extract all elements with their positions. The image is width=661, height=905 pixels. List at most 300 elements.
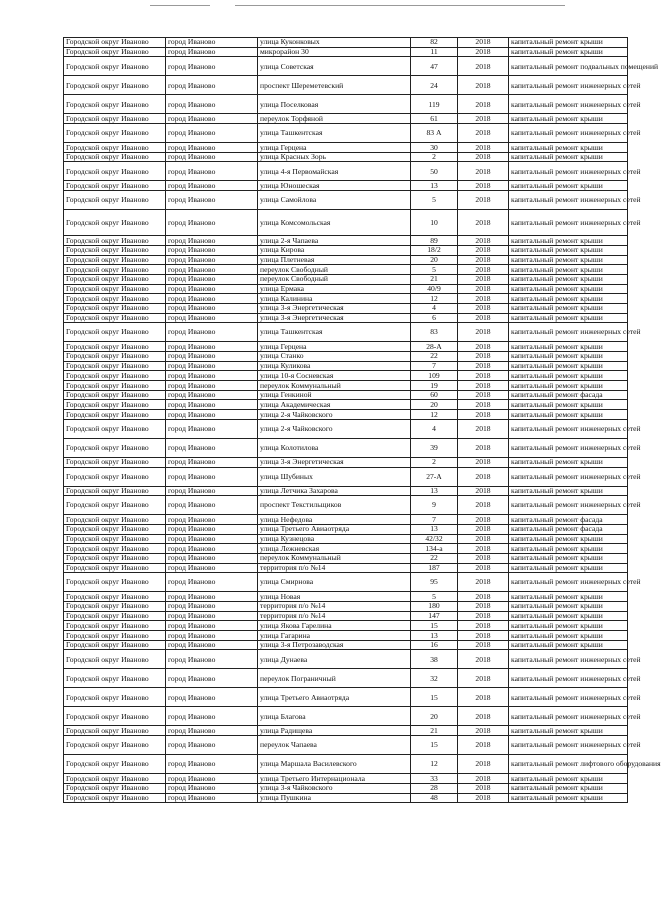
table-row [64,210,628,236]
table-row [64,181,628,191]
city-cell: город Иваново [166,245,258,255]
table-row [64,486,628,496]
city-cell: город Иваново [166,515,258,525]
work-type-cell: капитальный ремонт крыши [509,726,628,736]
district-cell: Городской округ Иваново [64,592,166,602]
district-cell: Городской округ Иваново [64,621,166,631]
district-cell: Городской округ Иваново [64,162,166,181]
district-cell: Городской округ Иваново [64,688,166,707]
house-number-cell: 28 [411,783,458,793]
house-number-cell: 5 [411,191,458,210]
city-cell: город Иваново [166,294,258,304]
house-number-cell: 12 [411,410,458,420]
table-row [64,563,628,573]
work-type-cell: капитальный ремонт инженерных сетей [509,467,628,486]
district-cell: Городской округ Иваново [64,573,166,592]
work-type-cell: капитальный ремонт инженерных сетей [509,210,628,236]
house-number-cell: 21 [411,726,458,736]
table-row [64,390,628,400]
year-cell: 2018 [458,76,509,95]
table-row [64,524,628,534]
street-cell: переулок Пограничный [258,669,411,688]
district-cell: Городской округ Иваново [64,342,166,352]
district-cell: Городской округ Иваново [64,553,166,563]
street-cell: улица Радищева [258,726,411,736]
city-cell: город Иваново [166,323,258,342]
district-cell: Городской округ Иваново [64,181,166,191]
district-cell: Городской округ Иваново [64,438,166,457]
year-cell: 2018 [458,438,509,457]
street-cell: улица Красных Зорь [258,152,411,162]
city-cell: город Иваново [166,114,258,124]
district-cell: Городской округ Иваново [64,381,166,391]
work-type-cell: капитальный ремонт крыши [509,534,628,544]
work-type-cell: капитальный ремонт крыши [509,265,628,275]
street-cell: улица Ташкентская [258,323,411,342]
city-cell: город Иваново [166,236,258,246]
year-cell: 2018 [458,640,509,650]
house-number-cell: 28-А [411,342,458,352]
work-type-cell: капитальный ремонт крыши [509,602,628,612]
year-cell: 2018 [458,736,509,755]
house-number-cell: 12 [411,755,458,774]
house-number-cell: 42/32 [411,534,458,544]
district-cell: Городской округ Иваново [64,631,166,641]
work-type-cell: капитальный ремонт фасада [509,390,628,400]
house-number-cell: 30 [411,143,458,153]
house-number-cell: 15 [411,621,458,631]
city-cell: город Иваново [166,419,258,438]
table-row [64,352,628,362]
district-cell: Городской округ Иваново [64,210,166,236]
year-cell: 2018 [458,631,509,641]
house-number-cell: 89 [411,236,458,246]
table-row [64,419,628,438]
year-cell: 2018 [458,47,509,57]
city-cell: город Иваново [166,274,258,284]
district-cell: Городской округ Иваново [64,707,166,726]
city-cell: город Иваново [166,181,258,191]
street-cell: улица Лежневская [258,544,411,554]
house-number-cell: 4 [411,419,458,438]
work-type-cell: капитальный ремонт крыши [509,621,628,631]
work-type-cell: капитальный ремонт крыши [509,783,628,793]
street-cell: переулок Коммунальный [258,381,411,391]
district-cell: Городской округ Иваново [64,650,166,669]
city-cell: город Иваново [166,640,258,650]
district-cell: Городской округ Иваново [64,361,166,371]
year-cell: 2018 [458,524,509,534]
city-cell: город Иваново [166,210,258,236]
work-type-cell: капитальный ремонт крыши [509,381,628,391]
work-type-cell: капитальный ремонт крыши [509,313,628,323]
street-cell: улица Благова [258,707,411,726]
district-cell: Городской округ Иваново [64,400,166,410]
work-type-cell: капитальный ремонт крыши [509,486,628,496]
city-cell: город Иваново [166,774,258,784]
city-cell: город Иваново [166,313,258,323]
work-type-cell: капитальный ремонт крыши [509,255,628,265]
year-cell: 2018 [458,544,509,554]
year-cell: 2018 [458,162,509,181]
work-type-cell: капитальный ремонт крыши [509,181,628,191]
year-cell: 2018 [458,303,509,313]
scan-top-edge-mark [235,5,565,6]
district-cell: Городской округ Иваново [64,47,166,57]
year-cell: 2018 [458,124,509,143]
street-cell: улица Герцена [258,342,411,352]
district-cell: Городской округ Иваново [64,457,166,467]
table-row [64,361,628,371]
district-cell: Городской округ Иваново [64,410,166,420]
street-cell: улица Гагарина [258,631,411,641]
district-cell: Городской округ Иваново [64,726,166,736]
city-cell: город Иваново [166,284,258,294]
table-row [64,313,628,323]
street-cell: улица Новая [258,592,411,602]
table-row [64,124,628,143]
work-type-cell: капитальный ремонт крыши [509,793,628,803]
city-cell: город Иваново [166,611,258,621]
table-row [64,274,628,284]
table-row [64,114,628,124]
district-cell: Городской округ Иваново [64,274,166,284]
work-type-cell: капитальный ремонт инженерных сетей [509,650,628,669]
street-cell: проспект Текстильщиков [258,496,411,515]
work-type-cell: капитальный ремонт инженерных сетей [509,191,628,210]
year-cell: 2018 [458,143,509,153]
work-type-cell: капитальный ремонт инженерных сетей [509,669,628,688]
house-number-cell: 24 [411,76,458,95]
district-cell: Городской округ Иваново [64,669,166,688]
house-number-cell: 9 [411,496,458,515]
table-row [64,371,628,381]
work-type-cell: капитальный ремонт крыши [509,38,628,48]
city-cell: город Иваново [166,162,258,181]
work-type-cell: капитальный ремонт крыши [509,410,628,420]
district-cell: Городской округ Иваново [64,563,166,573]
year-cell: 2018 [458,611,509,621]
house-number-cell: 40/9 [411,284,458,294]
year-cell: 2018 [458,534,509,544]
table-row [64,669,628,688]
work-type-cell: капитальный ремонт крыши [509,640,628,650]
table-row [64,245,628,255]
house-number-cell: 22 [411,352,458,362]
district-cell: Городской округ Иваново [64,313,166,323]
table-row [64,95,628,114]
year-cell: 2018 [458,573,509,592]
street-cell: улица 2-я Чайковского [258,419,411,438]
street-cell: переулок Коммунальный [258,553,411,563]
year-cell: 2018 [458,255,509,265]
table-body [64,37,661,803]
year-cell: 2018 [458,592,509,602]
house-number-cell: 21 [411,274,458,284]
district-cell: Городской округ Иваново [64,496,166,515]
table-row [64,438,628,457]
table-row [64,47,628,57]
house-number-cell: 16 [411,640,458,650]
year-cell: 2018 [458,95,509,114]
year-cell: 2018 [458,313,509,323]
district-cell: Городской округ Иваново [64,143,166,153]
work-type-cell: капитальный ремонт крыши [509,553,628,563]
work-type-cell: капитальный ремонт инженерных сетей [509,573,628,592]
street-cell: улица 3-я Энергетическая [258,303,411,313]
city-cell: город Иваново [166,390,258,400]
table-row [64,152,628,162]
house-number-cell: 11 [411,47,458,57]
table-row [64,640,628,650]
street-cell: улица Третьего Авиаотряда [258,524,411,534]
table-row [64,650,628,669]
city-cell: город Иваново [166,544,258,554]
work-type-cell: капитальный ремонт крыши [509,400,628,410]
year-cell: 2018 [458,284,509,294]
city-cell: город Иваново [166,621,258,631]
table-row [64,381,628,391]
year-cell: 2018 [458,381,509,391]
work-type-cell: капитальный ремонт инженерных сетей [509,124,628,143]
work-type-cell: капитальный ремонт инженерных сетей [509,707,628,726]
table-row [64,284,628,294]
city-cell: город Иваново [166,371,258,381]
house-number-cell: 5 [411,592,458,602]
street-cell: улица Третьего Авиаотряда [258,688,411,707]
table-row [64,457,628,467]
year-cell: 2018 [458,553,509,563]
street-cell: улица Летчика Захарова [258,486,411,496]
house-number-cell: 12 [411,294,458,304]
table-row [64,631,628,641]
city-cell: город Иваново [166,255,258,265]
work-type-cell: капитальный ремонт крыши [509,361,628,371]
city-cell: город Иваново [166,361,258,371]
work-type-cell: капитальный ремонт крыши [509,274,628,284]
house-number-cell: 7 [411,515,458,525]
house-number-cell: 13 [411,486,458,496]
house-number-cell: 22 [411,553,458,563]
work-type-cell: капитальный ремонт крыши [509,245,628,255]
city-cell: город Иваново [166,410,258,420]
city-cell: город Иваново [166,553,258,563]
city-cell: город Иваново [166,95,258,114]
house-number-cell: 47 [411,57,458,76]
year-cell: 2018 [458,323,509,342]
district-cell: Городской округ Иваново [64,95,166,114]
city-cell: город Иваново [166,573,258,592]
year-cell: 2018 [458,486,509,496]
year-cell: 2018 [458,410,509,420]
street-cell: переулок Свободный [258,274,411,284]
table-row [64,515,628,525]
year-cell: 2018 [458,793,509,803]
house-number-cell: 60 [411,390,458,400]
house-number-cell: 82 [411,38,458,48]
street-cell: территория п/о №14 [258,611,411,621]
year-cell: 2018 [458,457,509,467]
work-type-cell: капитальный ремонт крыши [509,611,628,621]
street-cell: улица Самойлова [258,191,411,210]
year-cell: 2018 [458,515,509,525]
work-type-cell: капитальный ремонт инженерных сетей [509,323,628,342]
year-cell: 2018 [458,755,509,774]
street-cell: улица 2-я Чайковского [258,410,411,420]
work-type-cell: капитальный ремонт фасада [509,515,628,525]
house-number-cell: 18/2 [411,245,458,255]
city-cell: город Иваново [166,631,258,641]
street-cell: улица 4-я Первомайская [258,162,411,181]
repair-schedule-table [63,37,661,803]
year-cell: 2018 [458,114,509,124]
district-cell: Городской округ Иваново [64,38,166,48]
street-cell: улица Якова Гарелина [258,621,411,631]
city-cell: город Иваново [166,467,258,486]
district-cell: Городской округ Иваново [64,755,166,774]
year-cell: 2018 [458,236,509,246]
street-cell: территория п/о №14 [258,563,411,573]
year-cell: 2018 [458,361,509,371]
city-cell: город Иваново [166,592,258,602]
year-cell: 2018 [458,210,509,236]
year-cell: 2018 [458,774,509,784]
house-number-cell: 147 [411,611,458,621]
district-cell: Городской округ Иваново [64,774,166,784]
work-type-cell: капитальный ремонт крыши [509,143,628,153]
district-cell: Городской округ Иваново [64,515,166,525]
house-number-cell: 4 [411,303,458,313]
table-row [64,255,628,265]
work-type-cell: капитальный ремонт крыши [509,47,628,57]
year-cell: 2018 [458,419,509,438]
city-cell: город Иваново [166,736,258,755]
city-cell: город Иваново [166,496,258,515]
work-type-cell: капитальный ремонт инженерных сетей [509,419,628,438]
street-cell: улица Куконковых [258,38,411,48]
year-cell: 2018 [458,245,509,255]
district-cell: Городской округ Иваново [64,486,166,496]
city-cell: город Иваново [166,793,258,803]
house-number-cell: 134-а [411,544,458,554]
street-cell: улица 3-я Энергетическая [258,457,411,467]
street-cell: улица Комсомольская [258,210,411,236]
city-cell: город Иваново [166,524,258,534]
street-cell: улица Третьего Интернационала [258,774,411,784]
table-row [64,755,628,774]
table-row [64,611,628,621]
house-number-cell: 19 [411,381,458,391]
work-type-cell: капитальный ремонт крыши [509,294,628,304]
street-cell: улица Смирнова [258,573,411,592]
city-cell: город Иваново [166,303,258,313]
work-type-cell: капитальный ремонт крыши [509,114,628,124]
district-cell: Городской округ Иваново [64,255,166,265]
year-cell: 2018 [458,352,509,362]
city-cell: город Иваново [166,352,258,362]
work-type-cell: капитальный ремонт крыши [509,236,628,246]
street-cell: улица Плетневая [258,255,411,265]
work-type-cell: капитальный ремонт крыши [509,303,628,313]
house-number-cell: 119 [411,95,458,114]
house-number-cell: 180 [411,602,458,612]
house-number-cell: 83 А [411,124,458,143]
city-cell: город Иваново [166,563,258,573]
street-cell: улица Ташкентская [258,124,411,143]
work-type-cell: капитальный ремонт крыши [509,371,628,381]
street-cell: улица Кирова [258,245,411,255]
work-type-cell: капитальный ремонт крыши [509,352,628,362]
table-row [64,162,628,181]
city-cell: город Иваново [166,265,258,275]
street-cell: улица 3-я Петрозаводская [258,640,411,650]
district-cell: Городской округ Иваново [64,124,166,143]
district-cell: Городской округ Иваново [64,467,166,486]
district-cell: Городской округ Иваново [64,294,166,304]
house-number-cell: 5 [411,265,458,275]
scan-top-edge-mark [150,5,210,6]
table-row [64,400,628,410]
house-number-cell: 20 [411,255,458,265]
street-cell: переулок Свободный [258,265,411,275]
house-number-cell: 61 [411,114,458,124]
house-number-cell: 187 [411,563,458,573]
house-number-cell: 109 [411,371,458,381]
house-number-cell: 20 [411,400,458,410]
table-row [64,621,628,631]
work-type-cell: капитальный ремонт подвальных помещений [509,57,628,76]
street-cell: улица Ермака [258,284,411,294]
house-number-cell: 6 [411,313,458,323]
work-type-cell: капитальный ремонт крыши [509,592,628,602]
district-cell: Городской округ Иваново [64,544,166,554]
district-cell: Городской округ Иваново [64,640,166,650]
year-cell: 2018 [458,707,509,726]
city-cell: город Иваново [166,57,258,76]
city-cell: город Иваново [166,191,258,210]
street-cell: улица Юношеская [258,181,411,191]
street-cell: улица Куликова [258,361,411,371]
district-cell: Городской округ Иваново [64,152,166,162]
street-cell: улица 3-я Чайковского [258,783,411,793]
work-type-cell: капитальный ремонт инженерных сетей [509,438,628,457]
city-cell: город Иваново [166,726,258,736]
house-number-cell: 15 [411,688,458,707]
year-cell: 2018 [458,726,509,736]
table-row [64,736,628,755]
house-number-cell: 50 [411,162,458,181]
street-cell: улица Советская [258,57,411,76]
city-cell: город Иваново [166,707,258,726]
work-type-cell: капитальный ремонт крыши [509,457,628,467]
table-row [64,783,628,793]
district-cell: Городской округ Иваново [64,611,166,621]
street-cell: проспект Шереметевский [258,76,411,95]
house-number-cell: 48 [411,793,458,803]
street-cell: улица 3-я Энергетическая [258,313,411,323]
street-cell: улица Поселковая [258,95,411,114]
house-number-cell: 13 [411,524,458,534]
work-type-cell: капитальный ремонт крыши [509,631,628,641]
street-cell: переулок Торфяной [258,114,411,124]
house-number-cell: 27-А [411,467,458,486]
year-cell: 2018 [458,400,509,410]
district-cell: Городской округ Иваново [64,265,166,275]
city-cell: город Иваново [166,755,258,774]
year-cell: 2018 [458,467,509,486]
work-type-cell: капитальный ремонт фасада [509,524,628,534]
house-number-cell: 2 [411,152,458,162]
